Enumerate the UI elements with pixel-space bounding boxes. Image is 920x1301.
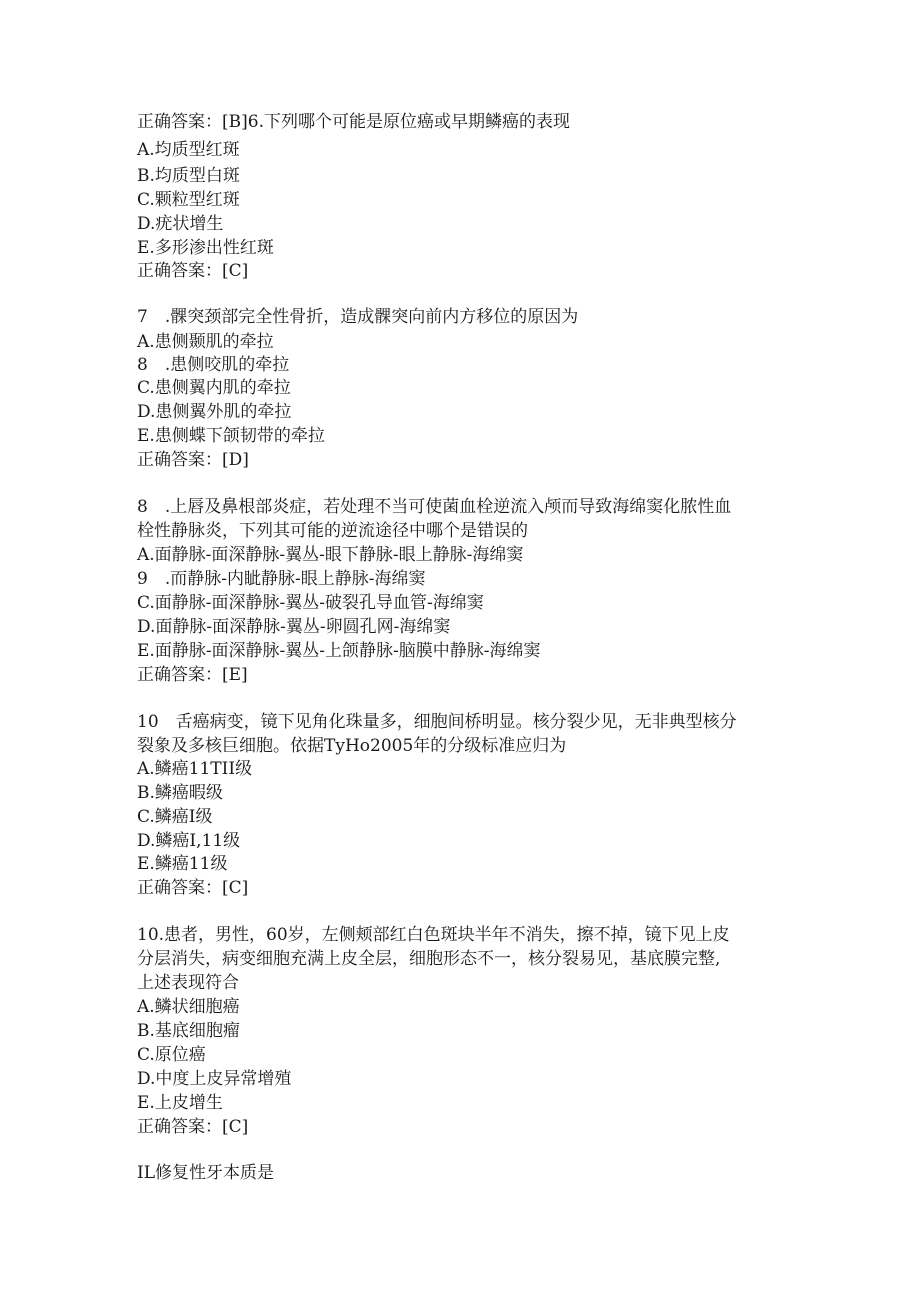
option-d: D.面静脉-面深静脉-翼丛-卵圆孔网-海绵窦	[137, 617, 451, 637]
option-d: D.鳞癌I,11级	[137, 831, 241, 851]
answer-line: 正确答案：[C]	[137, 878, 249, 898]
option-a: A.面静脉-面深静脉-翼丛-眼下静脉-眼上静脉-海绵窦	[137, 545, 524, 565]
question-7-text: 7 .髁突颈部完全性骨折，造成髁突向前内方移位的原因为	[137, 307, 579, 327]
question-10b-text-cont: 分层消失，病变细胞充满上皮全层，细胞形态不一，核分裂易见，基底膜完整,	[137, 949, 721, 969]
question-8-text-cont: 栓性静脉炎，下列其可能的逆流途径中哪个是错误的	[137, 521, 528, 541]
option-b: B.基底细胞瘤	[137, 1021, 240, 1041]
question-10b-text: 10.患者，男性，60岁，左侧颊部红白色斑块半年不消失，擦不掉，镜下见上皮	[137, 925, 730, 945]
option-c: C.患侧翼内肌的牵拉	[137, 378, 291, 398]
option-e: E.面静脉-面深静脉-翼丛-上颌静脉-脑膜中静脉-海绵窦	[137, 641, 541, 661]
question-10-text: 10 舌癌病变，镜下见角化珠量多，细胞间桥明显。核分裂少见，无非典型核分	[137, 712, 737, 732]
option-c: C.颗粒型红斑	[137, 190, 240, 210]
answer-line: 正确答案：[E]	[137, 665, 248, 685]
option-a: A.鳞状细胞癌	[137, 997, 240, 1017]
option-b: B.鳞癌暇级	[137, 783, 223, 803]
option-a: A.患侧颞肌的牵拉	[137, 332, 274, 352]
question-10-text-cont: 裂象及多核巨细胞。依据TyHo2005年的分级标准应归为	[137, 736, 567, 756]
option-d: D.中度上皮异常增殖	[137, 1069, 292, 1089]
option-e: E.上皮增生	[137, 1093, 223, 1113]
option-e: E.鳞癌11级	[137, 854, 228, 874]
option-c: C.鳞癌I级	[137, 807, 213, 827]
option-a: A.均质型红斑	[137, 140, 240, 160]
option-c: C.原位癌	[137, 1045, 206, 1065]
question-6-text: 正确答案：[B]6.下列哪个可能是原位癌或早期鳞癌的表现	[137, 112, 570, 132]
answer-line: 正确答案：[C]	[137, 1117, 249, 1137]
option-a: A.鳞癌11TII级	[137, 759, 253, 779]
answer-line: 正确答案：[D]	[137, 450, 249, 470]
option-d: D.患侧翼外肌的牵拉	[137, 402, 292, 422]
question-11-text: IL修复性牙本质是	[137, 1163, 275, 1183]
option-b: B.均质型白斑	[137, 166, 240, 186]
answer-line: 正确答案：[C]	[137, 261, 249, 281]
option-e: E.患侧蝶下颌韧带的牵拉	[137, 426, 325, 446]
option-e: E.多形渗出性红斑	[137, 238, 274, 258]
question-8-text: 8 .上唇及鼻根部炎症，若处理不当可使菌血栓逆流入颅而导致海绵窦化脓性血	[137, 497, 732, 517]
question-10b-text-cont: 上述表现符合	[137, 973, 239, 993]
option-d: D.疣状增生	[137, 214, 224, 234]
option-b: 8 .患侧咬肌的牵拉	[137, 355, 290, 375]
option-c: C.面静脉-面深静脉-翼丛-破裂孔导血管-海绵窦	[137, 593, 484, 613]
option-b: 9 .而静脉-内眦静脉-眼上静脉-海绵窦	[137, 569, 426, 589]
